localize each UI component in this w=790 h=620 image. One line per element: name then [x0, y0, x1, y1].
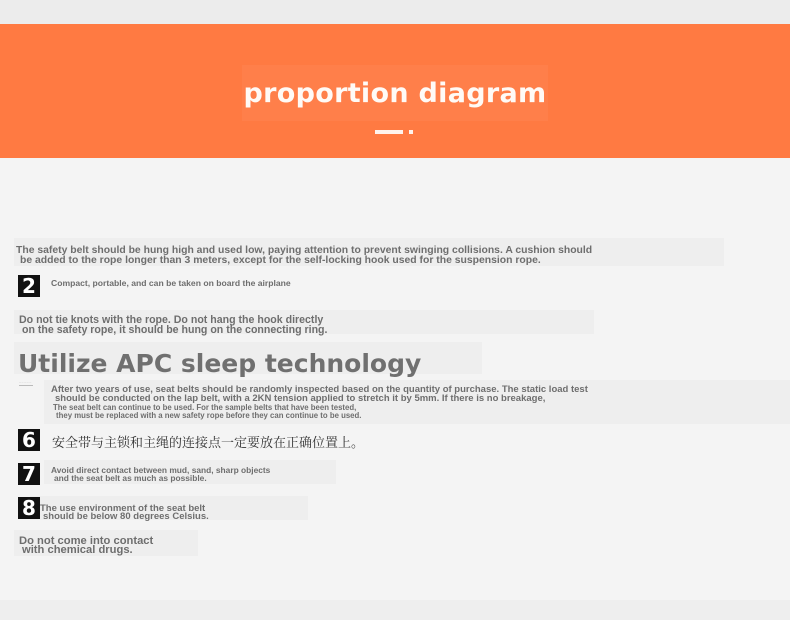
- inspection-line-4: they must be replaced with a new safety rope before they can continue to be used.: [56, 411, 362, 420]
- number-badge-7: 7: [18, 463, 40, 485]
- inspection-line-3: The seat belt can continue to be used. For the sample belts that have been tested,: [53, 403, 357, 412]
- item-8-line-1: The use environment of the seat belt: [40, 503, 206, 514]
- title-underline-dot: [409, 130, 413, 134]
- number-badge-6: 6: [18, 429, 40, 451]
- intro-line-1: The safety belt should be hung high and used low, paying attention to prevent swinging collisions. A cushion should: [16, 245, 593, 256]
- inspection-line-1: After two years of use, seat belts should be randomly inspected based on the quantity of purchase. The static load test: [51, 384, 588, 395]
- item-8-line-2: should be below 80 degrees Celsius.: [43, 511, 209, 522]
- section-heading: Utilize APC sleep technology: [18, 349, 422, 378]
- header-banner: [0, 24, 790, 158]
- bottom-strip: [0, 600, 790, 620]
- knots-line-1: Do not tie knots with the rope. Do not hang the hook directly: [19, 314, 324, 326]
- item-7-line-1: Avoid direct contact between mud, sand, sharp objects: [51, 465, 271, 475]
- item-7-line-2: and the seat belt as much as possible.: [54, 473, 207, 483]
- page-title: proportion diagram: [243, 77, 547, 109]
- item-2-text: Compact, portable, and can be taken on board the airplane: [51, 278, 291, 288]
- tiny-mark: — — — — —: [19, 382, 32, 384]
- title-box: [242, 65, 548, 121]
- knots-line-2: on the safety rope, it should be hung on the connecting ring.: [22, 324, 328, 336]
- item-6-text: 安全带与主锁和主绳的连接点一定要放在正确位置上。: [52, 436, 365, 451]
- inspection-line-2: should be conducted on the lap belt, with a 2KN tension applied to stretch it by 5mm. If there is no breakage,: [55, 393, 546, 404]
- chemicals-line-2: with chemical drugs.: [22, 544, 133, 556]
- number-badge-8: 8: [18, 497, 40, 519]
- top-strip: [0, 0, 790, 24]
- intro-line-2: be added to the rope longer than 3 meters, except for the self-locking hook used for the suspension rope.: [20, 255, 541, 266]
- chemicals-line-1: Do not come into contact: [19, 535, 154, 547]
- title-underline-dash: [375, 130, 403, 134]
- number-badge-2: 2: [18, 275, 40, 297]
- tiny-line: [19, 385, 33, 386]
